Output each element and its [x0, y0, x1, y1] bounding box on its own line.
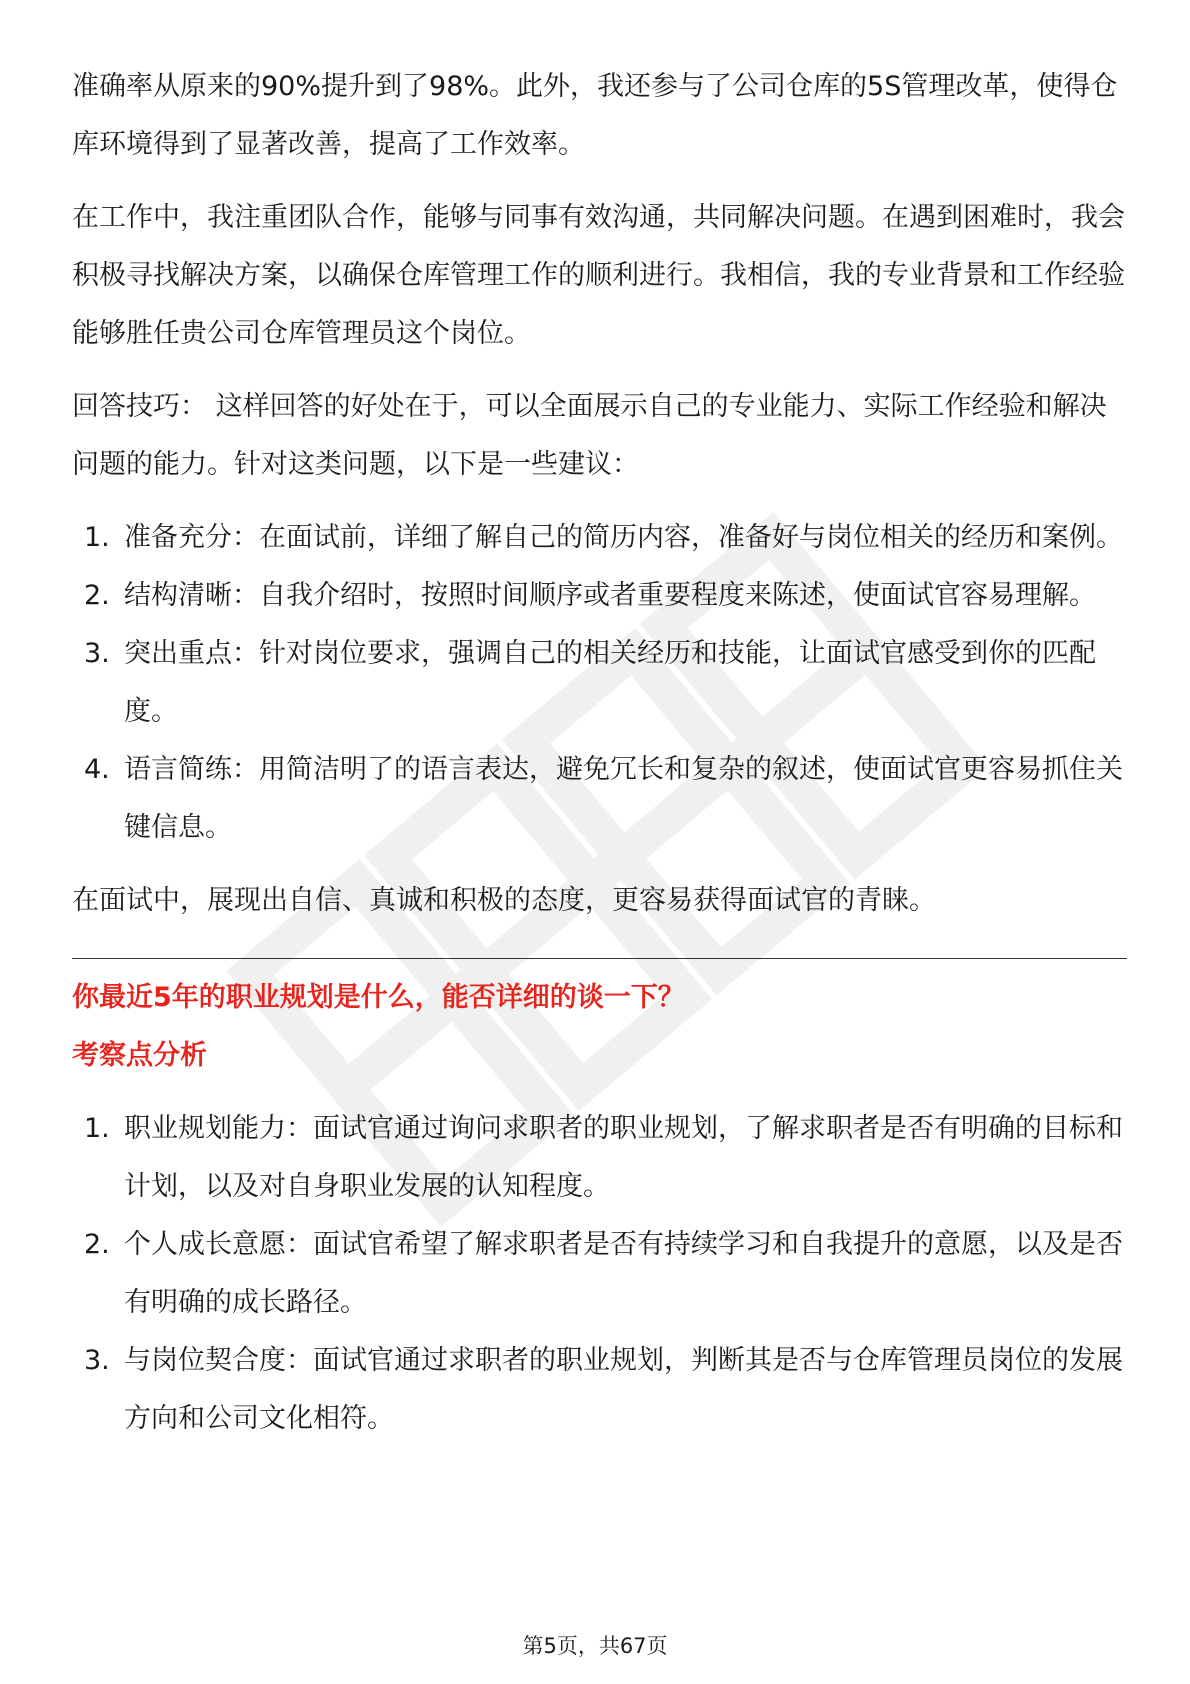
list-item	[72, 741, 1127, 857]
list-number: 4.	[84, 754, 110, 785]
list-item-text: 语言简练：用简洁明了的语言表达，避免冗长和复杂的叙述，使面试官更容易抓住关键信息。	[124, 754, 1123, 843]
page-footer: 第5页，共67页	[522, 1634, 668, 1658]
list-item	[72, 1216, 1127, 1332]
list-item-text: 职业规划能力：面试官通过询问求职者的职业规划，了解求职者是否有明确的目标和计划，以及对自身职业发展的认知程度。	[124, 1113, 1123, 1202]
list-item	[72, 1332, 1127, 1448]
question-heading: 你最近5年的职业规划是什么，能否详细的谈一下？	[72, 982, 685, 1013]
list-item-text: 准备充分：在面试前，详细了解自己的简历内容，准备好与岗位相关的经历和案例。	[124, 522, 1123, 553]
list-number: 1.	[84, 1113, 110, 1144]
list-item-text: 结构清晰：自我介绍时，按照时间顺序或者重要程度来陈述，使面试官容易理解。	[124, 580, 1096, 611]
list-item	[72, 567, 1127, 625]
list-number: 3.	[84, 638, 110, 669]
closing-paragraph: 在面试中，展现出自信、真诚和积极的态度，更容易获得面试官的青睐。	[72, 885, 936, 916]
analysis-list	[72, 1100, 1127, 1448]
list-number: 2.	[84, 580, 110, 611]
list-item	[72, 625, 1127, 741]
list-item-text: 突出重点：针对岗位要求，强调自己的相关经历和技能，让面试官感受到你的匹配度。	[124, 638, 1096, 727]
list-item-text: 与岗位契合度：面试官通过求职者的职业规划，判断其是否与仓库管理员岗位的发展方向和公司文化相符。	[124, 1345, 1123, 1434]
intro-paragraph: 准确率从原来的90%提升到了98%。此外，我还参与了公司仓库的5S管理改革，使得仓库环境得到了显著改善，提高了工作效率。	[72, 71, 1118, 160]
list-item	[72, 509, 1127, 567]
section-divider	[72, 958, 1127, 959]
list-item-text: 个人成长意愿：面试官希望了解求职者是否有持续学习和自我提升的意愿，以及是否有明确的成长路径。	[124, 1229, 1123, 1318]
list-number: 3.	[84, 1345, 110, 1376]
list-number: 1.	[84, 522, 110, 553]
tips-paragraph: 回答技巧： 这样回答的好处在于，可以全面展示自己的专业能力、实际工作经验和解决问题的能力。针对这类问题，以下是一些建议：	[72, 391, 1107, 480]
tips-list	[72, 509, 1127, 857]
analysis-heading: 考察点分析	[72, 1040, 207, 1071]
list-number: 2.	[84, 1229, 110, 1260]
list-item	[72, 1100, 1127, 1216]
teamwork-paragraph: 在工作中，我注重团队合作，能够与同事有效沟通，共同解决问题。在遇到困难时，我会积极寻找解决方案，以确保仓库管理工作的顺利进行。我相信，我的专业背景和工作经验能够胜任贵公司仓库管理员这个岗位。	[72, 202, 1125, 349]
document-page	[72, 58, 1127, 1463]
